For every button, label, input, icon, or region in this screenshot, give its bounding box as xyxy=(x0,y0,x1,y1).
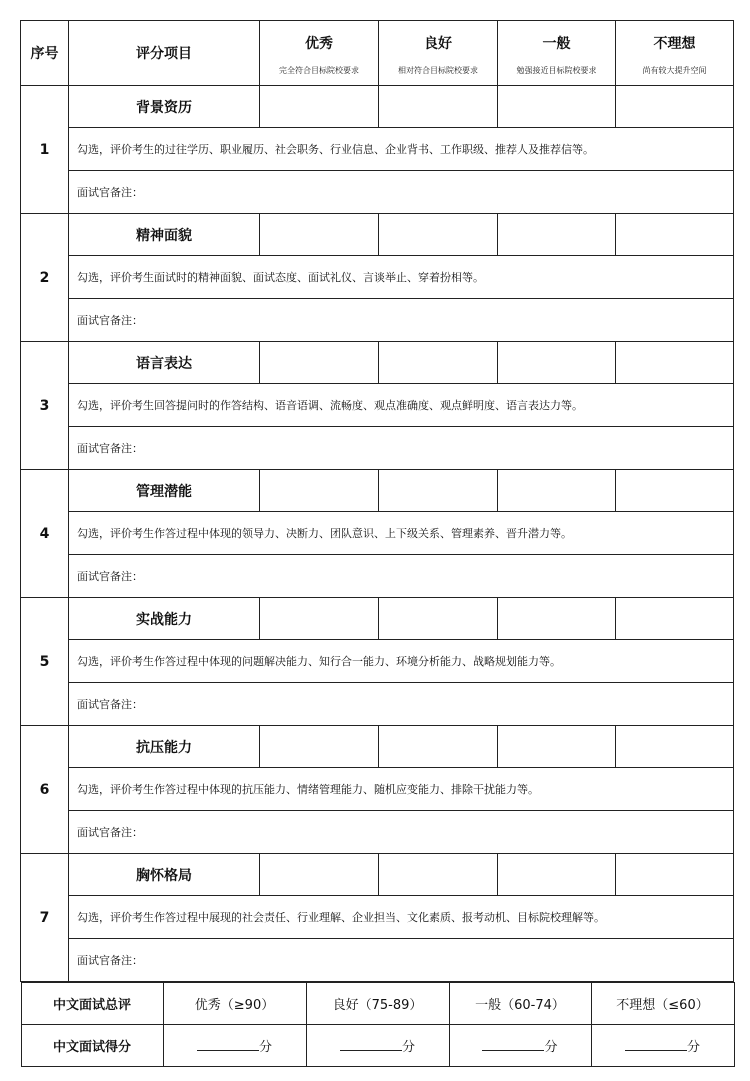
criterion-description: 勾选，评价考生作答过程中展现的社会责任、行业理解、企业担当、文化素质、报考动机、目标院校理解等。 xyxy=(69,896,734,939)
grade-checkbox-excellent[interactable] xyxy=(260,214,379,256)
criterion-desc-row xyxy=(21,640,734,683)
criterion-description: 勾选，评价考生作答过程中体现的领导力、决断力、团队意识、上下级关系、管理素养、晋升潜力等。 xyxy=(69,512,734,555)
criterion-row xyxy=(21,726,734,768)
summary-score-label: 中文面试得分 xyxy=(21,1025,163,1067)
interviewer-note-field[interactable]: 面试官备注： xyxy=(69,939,734,982)
criterion-title: 胸怀格局 xyxy=(69,854,260,896)
criterion-description: 勾选，评价考生的过往学历、职业履历、社会职务、行业信息、企业背书、工作职级、推荐人及推荐信等。 xyxy=(69,128,734,171)
grade-checkbox-good[interactable] xyxy=(379,342,498,384)
grade-label: 良好 xyxy=(424,35,452,52)
grade-checkbox-average[interactable] xyxy=(498,726,616,768)
criterion-row xyxy=(21,86,734,128)
evaluation-table xyxy=(20,20,734,1067)
grade-checkbox-excellent[interactable] xyxy=(260,470,379,512)
score-unit: 分 xyxy=(401,1040,415,1055)
header-grade-good xyxy=(379,21,498,86)
grade-checkbox-excellent[interactable] xyxy=(260,598,379,640)
criterion-title: 语言表达 xyxy=(69,342,260,384)
grade-checkbox-average[interactable] xyxy=(498,214,616,256)
summary-option-excellent[interactable]: 优秀（≥90） xyxy=(163,983,306,1025)
criterion-title: 抗压能力 xyxy=(69,726,260,768)
row-number: 7 xyxy=(21,854,69,982)
header-item: 评分项目 xyxy=(69,21,260,86)
summary-option-average[interactable]: 一般（60-74） xyxy=(449,983,591,1025)
score-field[interactable] xyxy=(306,1025,449,1067)
criterion-desc-row xyxy=(21,896,734,939)
score-blank[interactable] xyxy=(482,1039,544,1051)
grade-checkbox-good[interactable] xyxy=(379,854,498,896)
interviewer-note-field[interactable]: 面试官备注： xyxy=(69,299,734,342)
header-grade-poor xyxy=(616,21,734,86)
interviewer-note-field[interactable]: 面试官备注： xyxy=(69,555,734,598)
grade-checkbox-poor[interactable] xyxy=(616,854,734,896)
row-number: 6 xyxy=(21,726,69,854)
header-no: 序号 xyxy=(21,21,69,86)
row-number: 1 xyxy=(21,86,69,214)
criterion-title: 实战能力 xyxy=(69,598,260,640)
criterion-desc-row xyxy=(21,768,734,811)
score-field[interactable] xyxy=(591,1025,734,1067)
row-number: 4 xyxy=(21,470,69,598)
criterion-row xyxy=(21,598,734,640)
criterion-note-row xyxy=(21,299,734,342)
grade-checkbox-poor[interactable] xyxy=(616,342,734,384)
score-blank[interactable] xyxy=(197,1039,259,1051)
score-blank[interactable] xyxy=(625,1039,687,1051)
grade-checkbox-good[interactable] xyxy=(379,470,498,512)
header-row xyxy=(21,21,734,86)
criterion-row xyxy=(21,214,734,256)
criterion-desc-row xyxy=(21,384,734,427)
row-number: 2 xyxy=(21,214,69,342)
grade-checkbox-poor[interactable] xyxy=(616,214,734,256)
grade-checkbox-average[interactable] xyxy=(498,598,616,640)
grade-checkbox-excellent[interactable] xyxy=(260,726,379,768)
header-grade-average xyxy=(498,21,616,86)
score-field[interactable] xyxy=(163,1025,306,1067)
interviewer-note-field[interactable]: 面试官备注： xyxy=(69,171,734,214)
criterion-title: 背景资历 xyxy=(69,86,260,128)
criterion-description: 勾选，评价考生回答提问时的作答结构、语音语调、流畅度、观点准确度、观点鲜明度、语言表达力等。 xyxy=(69,384,734,427)
criterion-row xyxy=(21,342,734,384)
score-unit: 分 xyxy=(258,1040,272,1055)
grade-checkbox-poor[interactable] xyxy=(616,726,734,768)
criterion-row xyxy=(21,854,734,896)
row-number: 3 xyxy=(21,342,69,470)
grade-sub: 尚有较大提升空间 xyxy=(642,65,707,75)
grade-checkbox-poor[interactable] xyxy=(616,598,734,640)
interviewer-note-field[interactable]: 面试官备注： xyxy=(69,427,734,470)
summary-option-poor[interactable]: 不理想（≤60） xyxy=(591,983,734,1025)
grade-checkbox-excellent[interactable] xyxy=(260,342,379,384)
grade-checkbox-average[interactable] xyxy=(498,470,616,512)
grade-checkbox-poor[interactable] xyxy=(616,86,734,128)
grade-checkbox-good[interactable] xyxy=(379,598,498,640)
grade-label: 一般 xyxy=(542,35,571,52)
grade-checkbox-average[interactable] xyxy=(498,854,616,896)
criterion-title: 精神面貌 xyxy=(69,214,260,256)
criterion-desc-row xyxy=(21,256,734,299)
criterion-description: 勾选，评价考生作答过程中体现的问题解决能力、知行合一能力、环境分析能力、战略规划能力等。 xyxy=(69,640,734,683)
grade-checkbox-excellent[interactable] xyxy=(260,854,379,896)
grade-checkbox-poor[interactable] xyxy=(616,470,734,512)
criterion-description: 勾选，评价考生面试时的精神面貌、面试态度、面试礼仪、言谈举止、穿着扮相等。 xyxy=(69,256,734,299)
criterion-note-row xyxy=(21,811,734,854)
criterion-desc-row xyxy=(21,512,734,555)
grade-checkbox-good[interactable] xyxy=(379,726,498,768)
criterion-note-row xyxy=(21,683,734,726)
grade-checkbox-average[interactable] xyxy=(498,342,616,384)
criterion-desc-row xyxy=(21,128,734,171)
grade-sub: 相对符合目标院校要求 xyxy=(398,65,478,75)
criterion-note-row xyxy=(21,939,734,982)
summary-total-wrap xyxy=(21,982,709,1068)
criterion-note-row xyxy=(21,555,734,598)
row-number: 5 xyxy=(21,598,69,726)
grade-sub: 勉强接近目标院校要求 xyxy=(516,65,597,75)
summary-total-row xyxy=(21,982,734,1068)
grade-label: 不理想 xyxy=(653,35,696,52)
grade-sub: 完全符合目标院校要求 xyxy=(279,65,359,75)
grade-label: 优秀 xyxy=(305,35,333,52)
criterion-note-row xyxy=(21,171,734,214)
score-field[interactable] xyxy=(449,1025,591,1067)
criterion-title: 管理潜能 xyxy=(69,470,260,512)
grade-checkbox-average[interactable] xyxy=(498,86,616,128)
score-blank[interactable] xyxy=(340,1039,402,1051)
grade-checkbox-good[interactable] xyxy=(379,86,498,128)
criterion-description: 勾选，评价考生作答过程中体现的抗压能力、情绪管理能力、随机应变能力、排除干扰能力等。 xyxy=(69,768,734,811)
interviewer-note-field[interactable]: 面试官备注： xyxy=(69,811,734,854)
summary-option-good[interactable]: 良好（75-89） xyxy=(306,983,449,1025)
score-unit: 分 xyxy=(544,1040,558,1055)
criterion-row xyxy=(21,470,734,512)
header-grade-excellent xyxy=(260,21,379,86)
summary-total-label: 中文面试总评 xyxy=(21,983,163,1025)
score-unit: 分 xyxy=(686,1040,700,1055)
grade-checkbox-excellent[interactable] xyxy=(260,86,379,128)
interview-evaluation-sheet xyxy=(20,20,733,1067)
interviewer-note-field[interactable]: 面试官备注： xyxy=(69,683,734,726)
criterion-note-row xyxy=(21,427,734,470)
grade-checkbox-good[interactable] xyxy=(379,214,498,256)
